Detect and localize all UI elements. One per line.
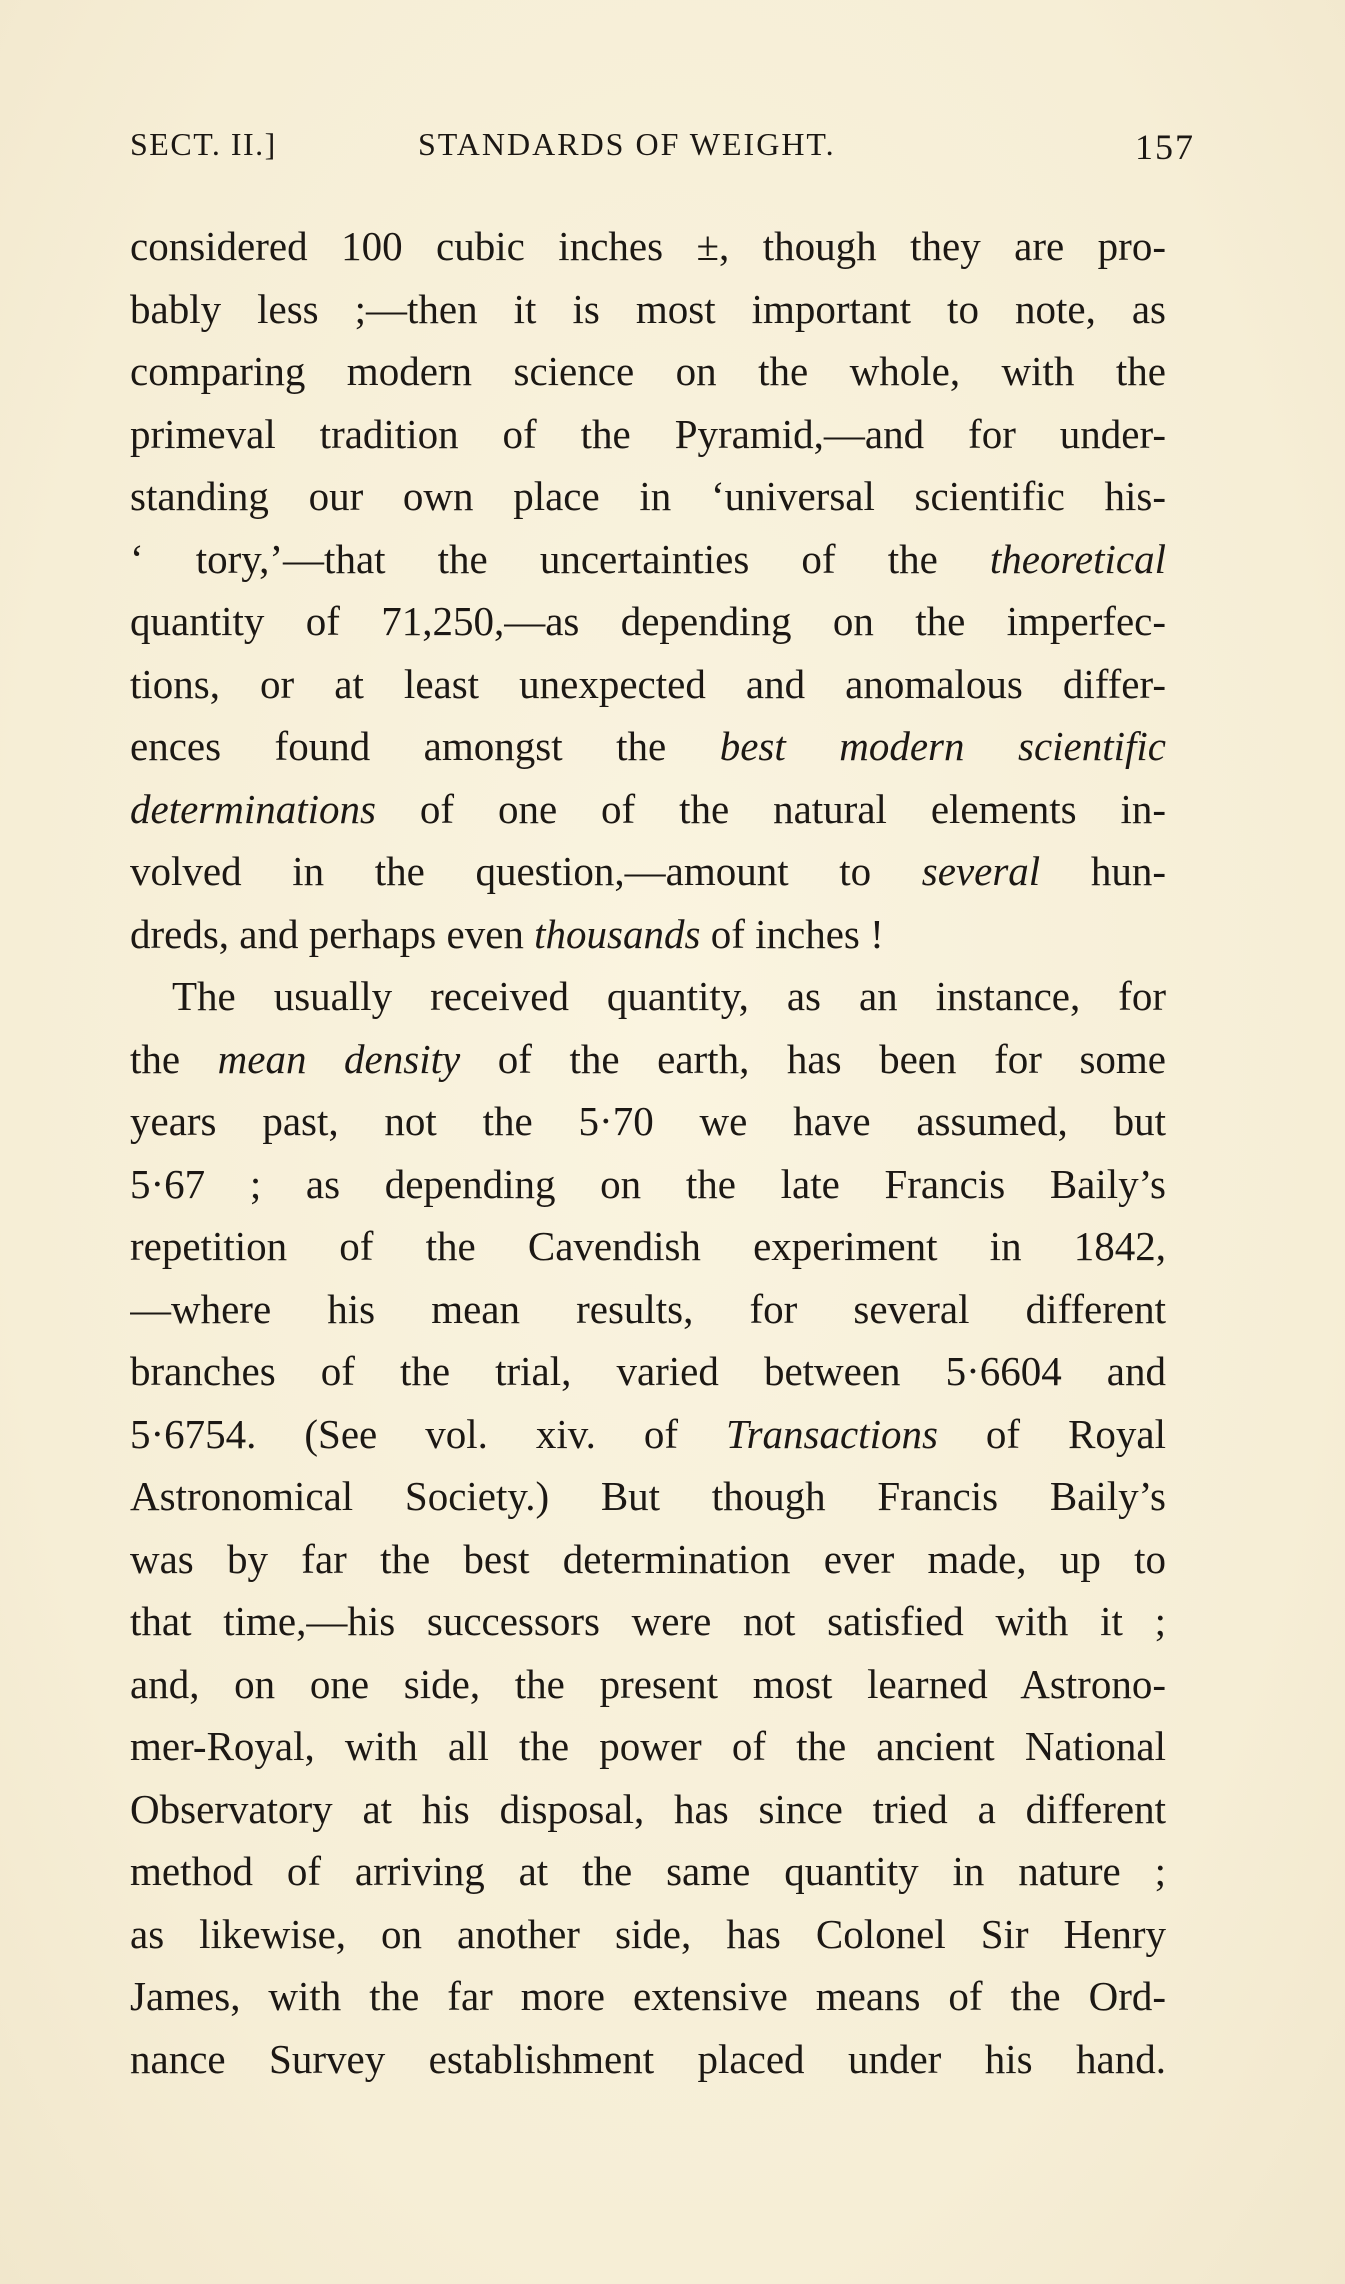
text-run: dreds, and perhaps even <box>130 910 535 957</box>
text-run: The usually received quantity, as an instance, for <box>172 973 1166 1019</box>
text-run: tions, or at least unexpected and anomalous differ- <box>130 660 1166 707</box>
text-line <box>130 715 1166 778</box>
text-line <box>130 2028 1166 2091</box>
text-run: was by far the best determination ever made, up to <box>130 1535 1166 1582</box>
text-line <box>130 1528 1166 1591</box>
text-line <box>130 903 1166 966</box>
text-run: of one of the natural elements in- <box>375 785 1166 832</box>
text-run: branches of the trial, varied between 5·6604 and <box>130 1348 1166 1394</box>
text-run: of Royal <box>937 1410 1166 1457</box>
section-label: SECT. II.] <box>130 126 277 162</box>
text-line <box>130 1778 1166 1841</box>
text-run: 5·6754. (See vol. xiv. of <box>130 1410 727 1457</box>
running-title: STANDARDS OF WEIGHT. <box>418 126 836 162</box>
italic-text: theoretical <box>989 535 1166 582</box>
text-run: mer-Royal, with all the power of the ancient National <box>130 1723 1166 1769</box>
text-line <box>130 1153 1166 1216</box>
text-line <box>130 403 1166 466</box>
text-line <box>130 1278 1166 1341</box>
text-line <box>130 465 1166 528</box>
text-run: ences found amongst the <box>130 723 720 769</box>
text-line <box>130 278 1166 341</box>
text-run: the <box>130 1035 218 1082</box>
text-line <box>130 340 1166 403</box>
body-text <box>130 215 1166 2090</box>
text-run: 5·67 ; as depending on the late Francis Baily’s <box>130 1160 1166 1207</box>
text-run: hun- <box>1040 848 1166 894</box>
text-line <box>130 778 1166 841</box>
text-run: of inches ! <box>700 910 884 957</box>
text-run: as likewise, on another side, has Colonel Sir Henry <box>130 1910 1166 1957</box>
text-run: primeval tradition of the Pyramid,—and for under- <box>130 410 1166 457</box>
text-line <box>130 1403 1166 1466</box>
text-run: ‘ tory,’—that the uncertainties of the <box>130 535 990 582</box>
text-run: —where his mean results, for several different <box>130 1285 1166 1332</box>
text-run: Observatory at his disposal, has since tried a different <box>130 1785 1166 1832</box>
text-run: of the earth, has been for some <box>460 1035 1166 1082</box>
text-line <box>130 1840 1166 1903</box>
text-line <box>130 1215 1166 1278</box>
text-line <box>130 1090 1166 1153</box>
running-header <box>130 126 1195 170</box>
text-run: standing our own place in ‘universal scientific his- <box>130 473 1166 519</box>
italic-text: determinations <box>130 785 376 832</box>
italic-text: several <box>921 848 1041 894</box>
italic-text: mean density <box>217 1035 461 1082</box>
text-run: method of arriving at the same quantity in nature ; <box>130 1848 1166 1894</box>
text-run: James, with the far more extensive means of the Ord- <box>130 1973 1166 2019</box>
text-run: repetition of the Cavendish experiment in 1842, <box>130 1223 1166 1269</box>
text-line <box>130 1340 1166 1403</box>
text-line <box>130 528 1166 591</box>
text-line <box>130 653 1166 716</box>
text-run: nance Survey establishment placed under his hand. <box>130 2035 1166 2082</box>
italic-text: thousands <box>534 910 701 957</box>
text-line <box>130 1965 1166 2028</box>
text-line <box>130 1028 1166 1091</box>
text-run: and, on one side, the present most learned Astrono- <box>130 1660 1166 1707</box>
text-line <box>130 1590 1166 1653</box>
text-run: that time,—his successors were not satisfied with it ; <box>130 1598 1166 1644</box>
text-run: comparing modern science on the whole, with the <box>130 348 1166 394</box>
text-run: considered 100 cubic inches ±, though they are pro- <box>130 223 1166 269</box>
text-line <box>130 1653 1166 1716</box>
text-line <box>130 1903 1166 1966</box>
text-line <box>130 965 1166 1028</box>
text-line <box>130 590 1166 653</box>
text-run: volved in the question,—amount to <box>130 848 922 894</box>
text-line <box>130 215 1166 278</box>
italic-text: best modern scientific <box>719 723 1166 769</box>
text-run: years past, not the 5·70 we have assumed, but <box>130 1098 1166 1144</box>
text-run: Astronomical Society.) But though Francis Baily’s <box>130 1473 1166 1519</box>
text-run: quantity of 71,250,—as depending on the imperfec- <box>130 598 1166 644</box>
text-line <box>130 1465 1166 1528</box>
page-number: 157 <box>1135 127 1195 167</box>
italic-text: Transactions <box>726 1410 938 1457</box>
text-line <box>130 1715 1166 1778</box>
text-line <box>130 840 1166 903</box>
text-run: bably less ;—then it is most important to note, as <box>130 285 1166 332</box>
